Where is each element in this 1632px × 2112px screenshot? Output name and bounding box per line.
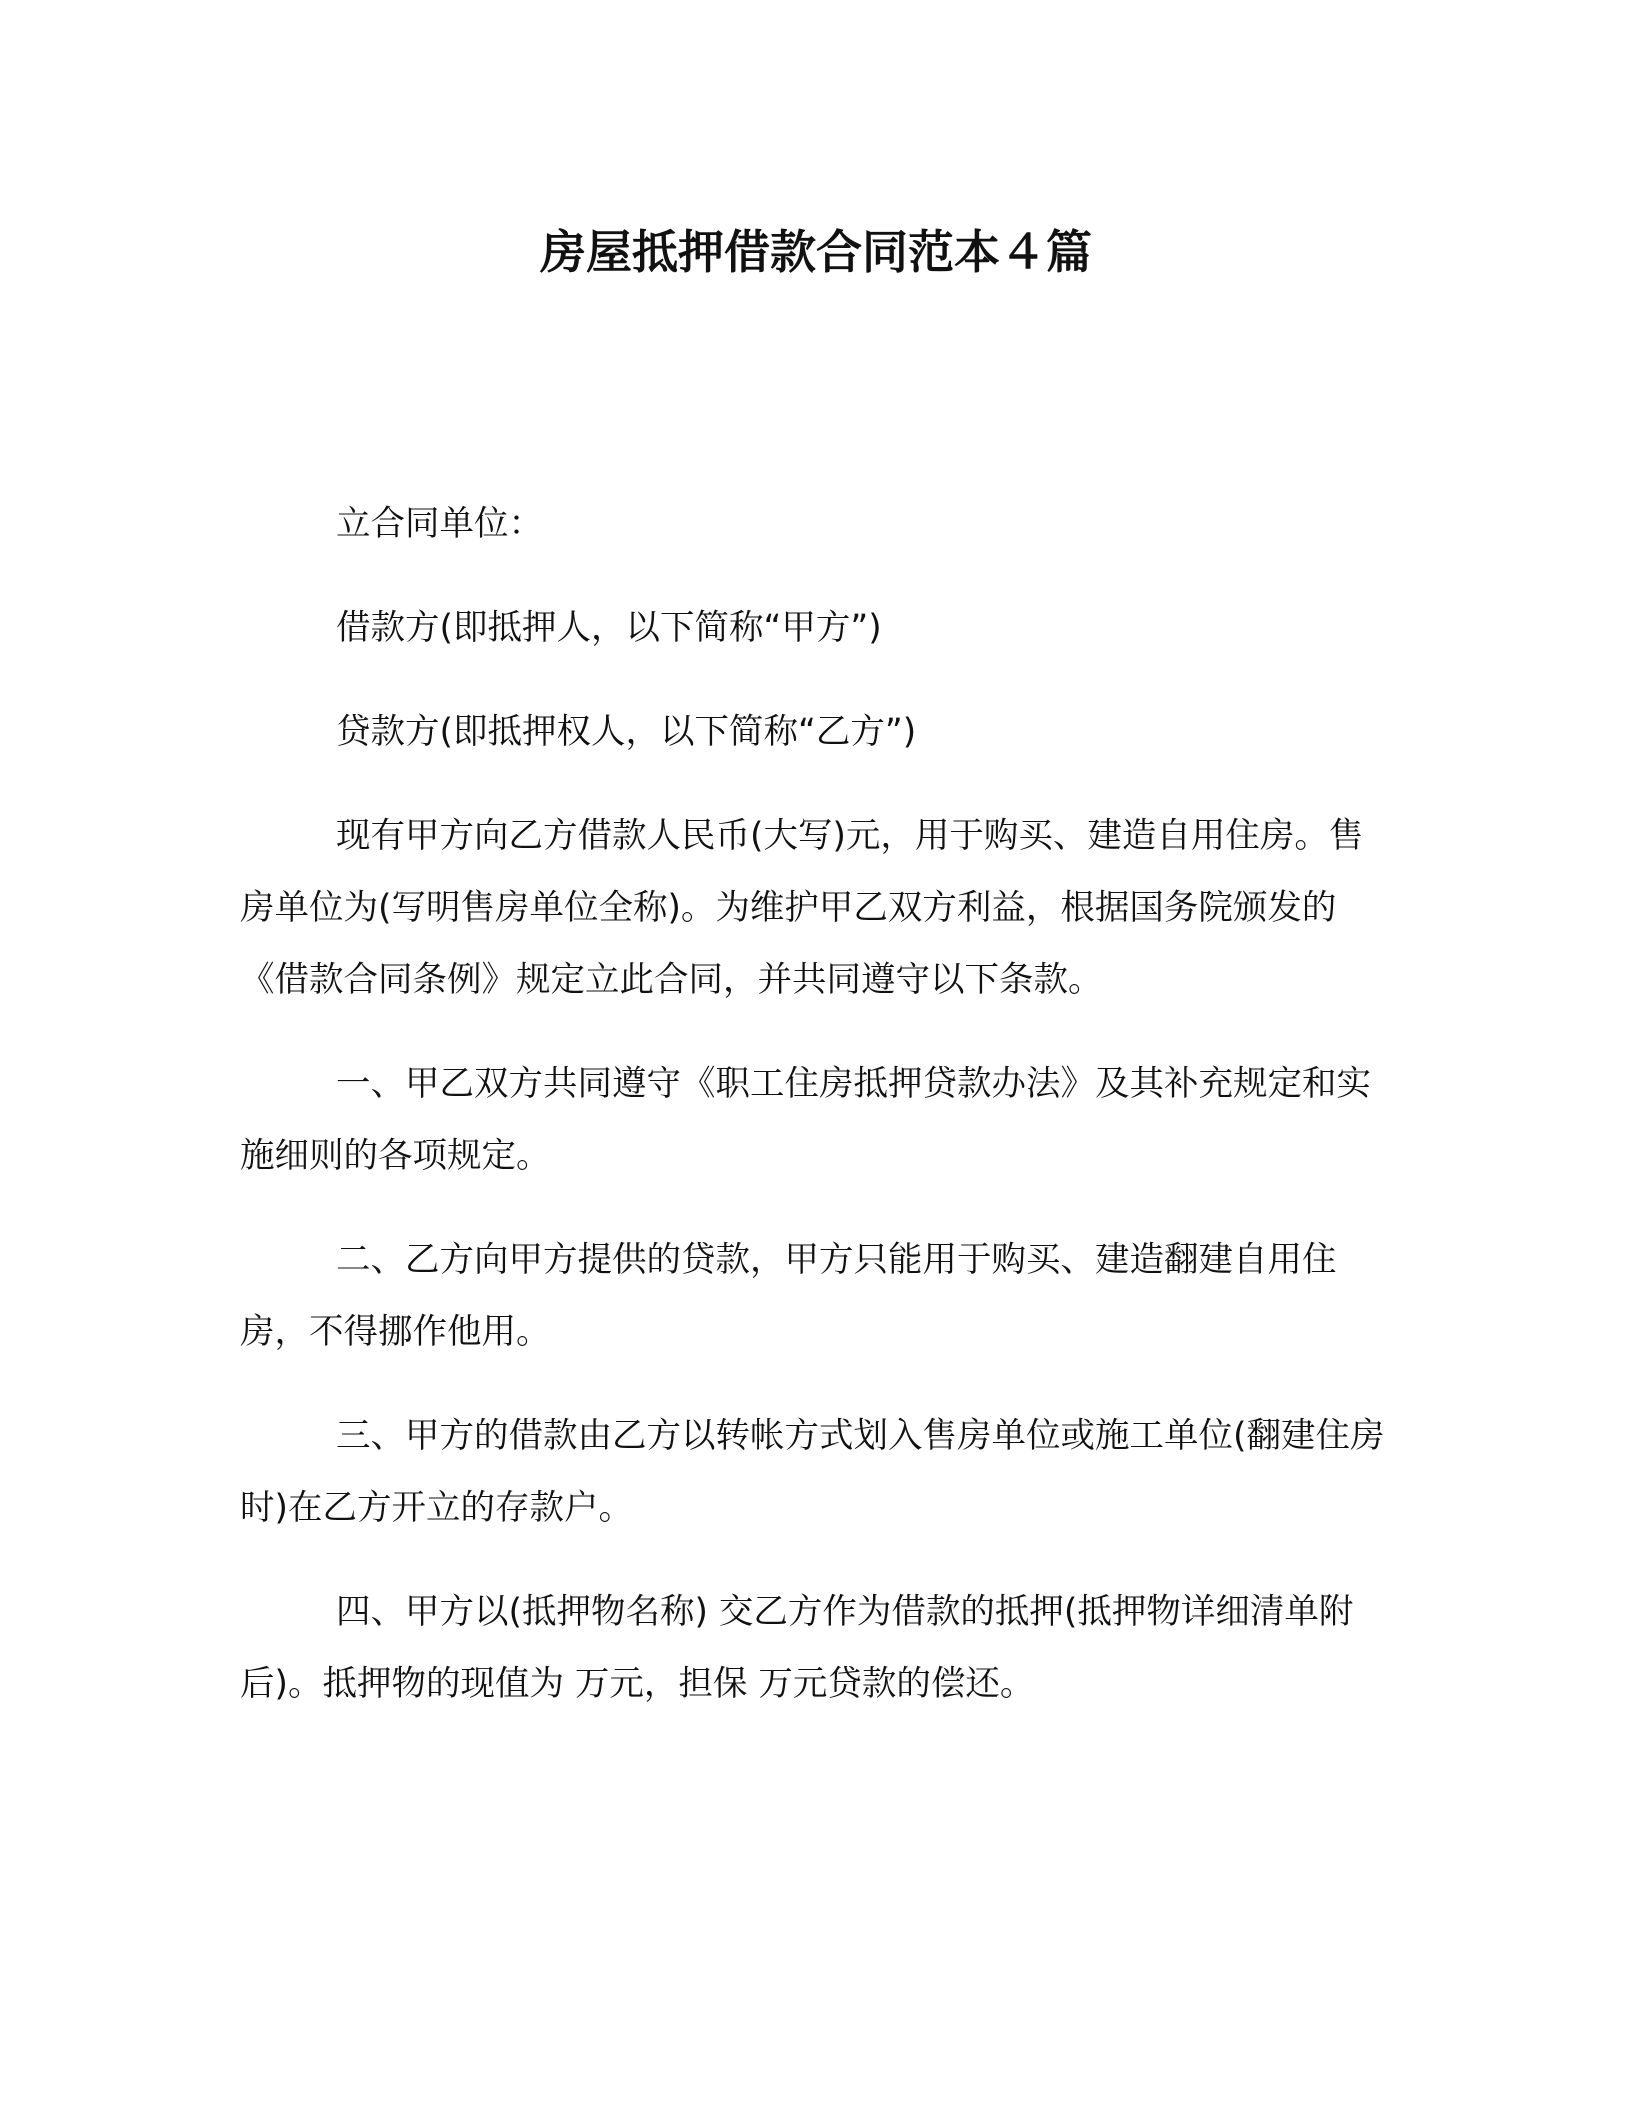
paragraph-contract-parties-heading: 立合同单位：: [336, 504, 543, 544]
document-body: [240, 488, 1390, 1752]
paragraph-clause-2: 二、乙方向甲方提供的贷款，甲方只能用于购买、建造翻建自用住房，不得挪作他用。: [240, 1240, 1337, 1352]
document-title: 房屋抵押借款合同范本４篇: [540, 225, 1092, 279]
paragraph-lender: 贷款方(即抵押权人，以下简称“乙方”): [336, 712, 917, 752]
paragraph-preamble: 现有甲方向乙方借款人民币(大写)元，用于购买、建造自用住房。售房单位为(写明售房单位全称)。为维护甲乙双方利益，根据国务院颁发的《借款合同条例》规定立此合同，并共同遵守以下条款。: [240, 816, 1364, 1000]
paragraph-clause-1: 一、甲乙双方共同遵守《职工住房抵押贷款办法》及其补充规定和实施细则的各项规定。: [240, 1064, 1371, 1176]
paragraph-borrower: 借款方(即抵押人，以下简称“甲方”): [336, 608, 882, 648]
paragraph-clause-3: 三、甲方的借款由乙方以转帐方式划入售房单位或施工单位(翻建住房时)在乙方开立的存款户。: [240, 1416, 1385, 1528]
paragraph-clause-4: 四、甲方以(抵押物名称) 交乙方作为借款的抵押(抵押物详细清单附后)。抵押物的现值为 万元，担保 万元贷款的偿还。: [240, 1592, 1354, 1704]
